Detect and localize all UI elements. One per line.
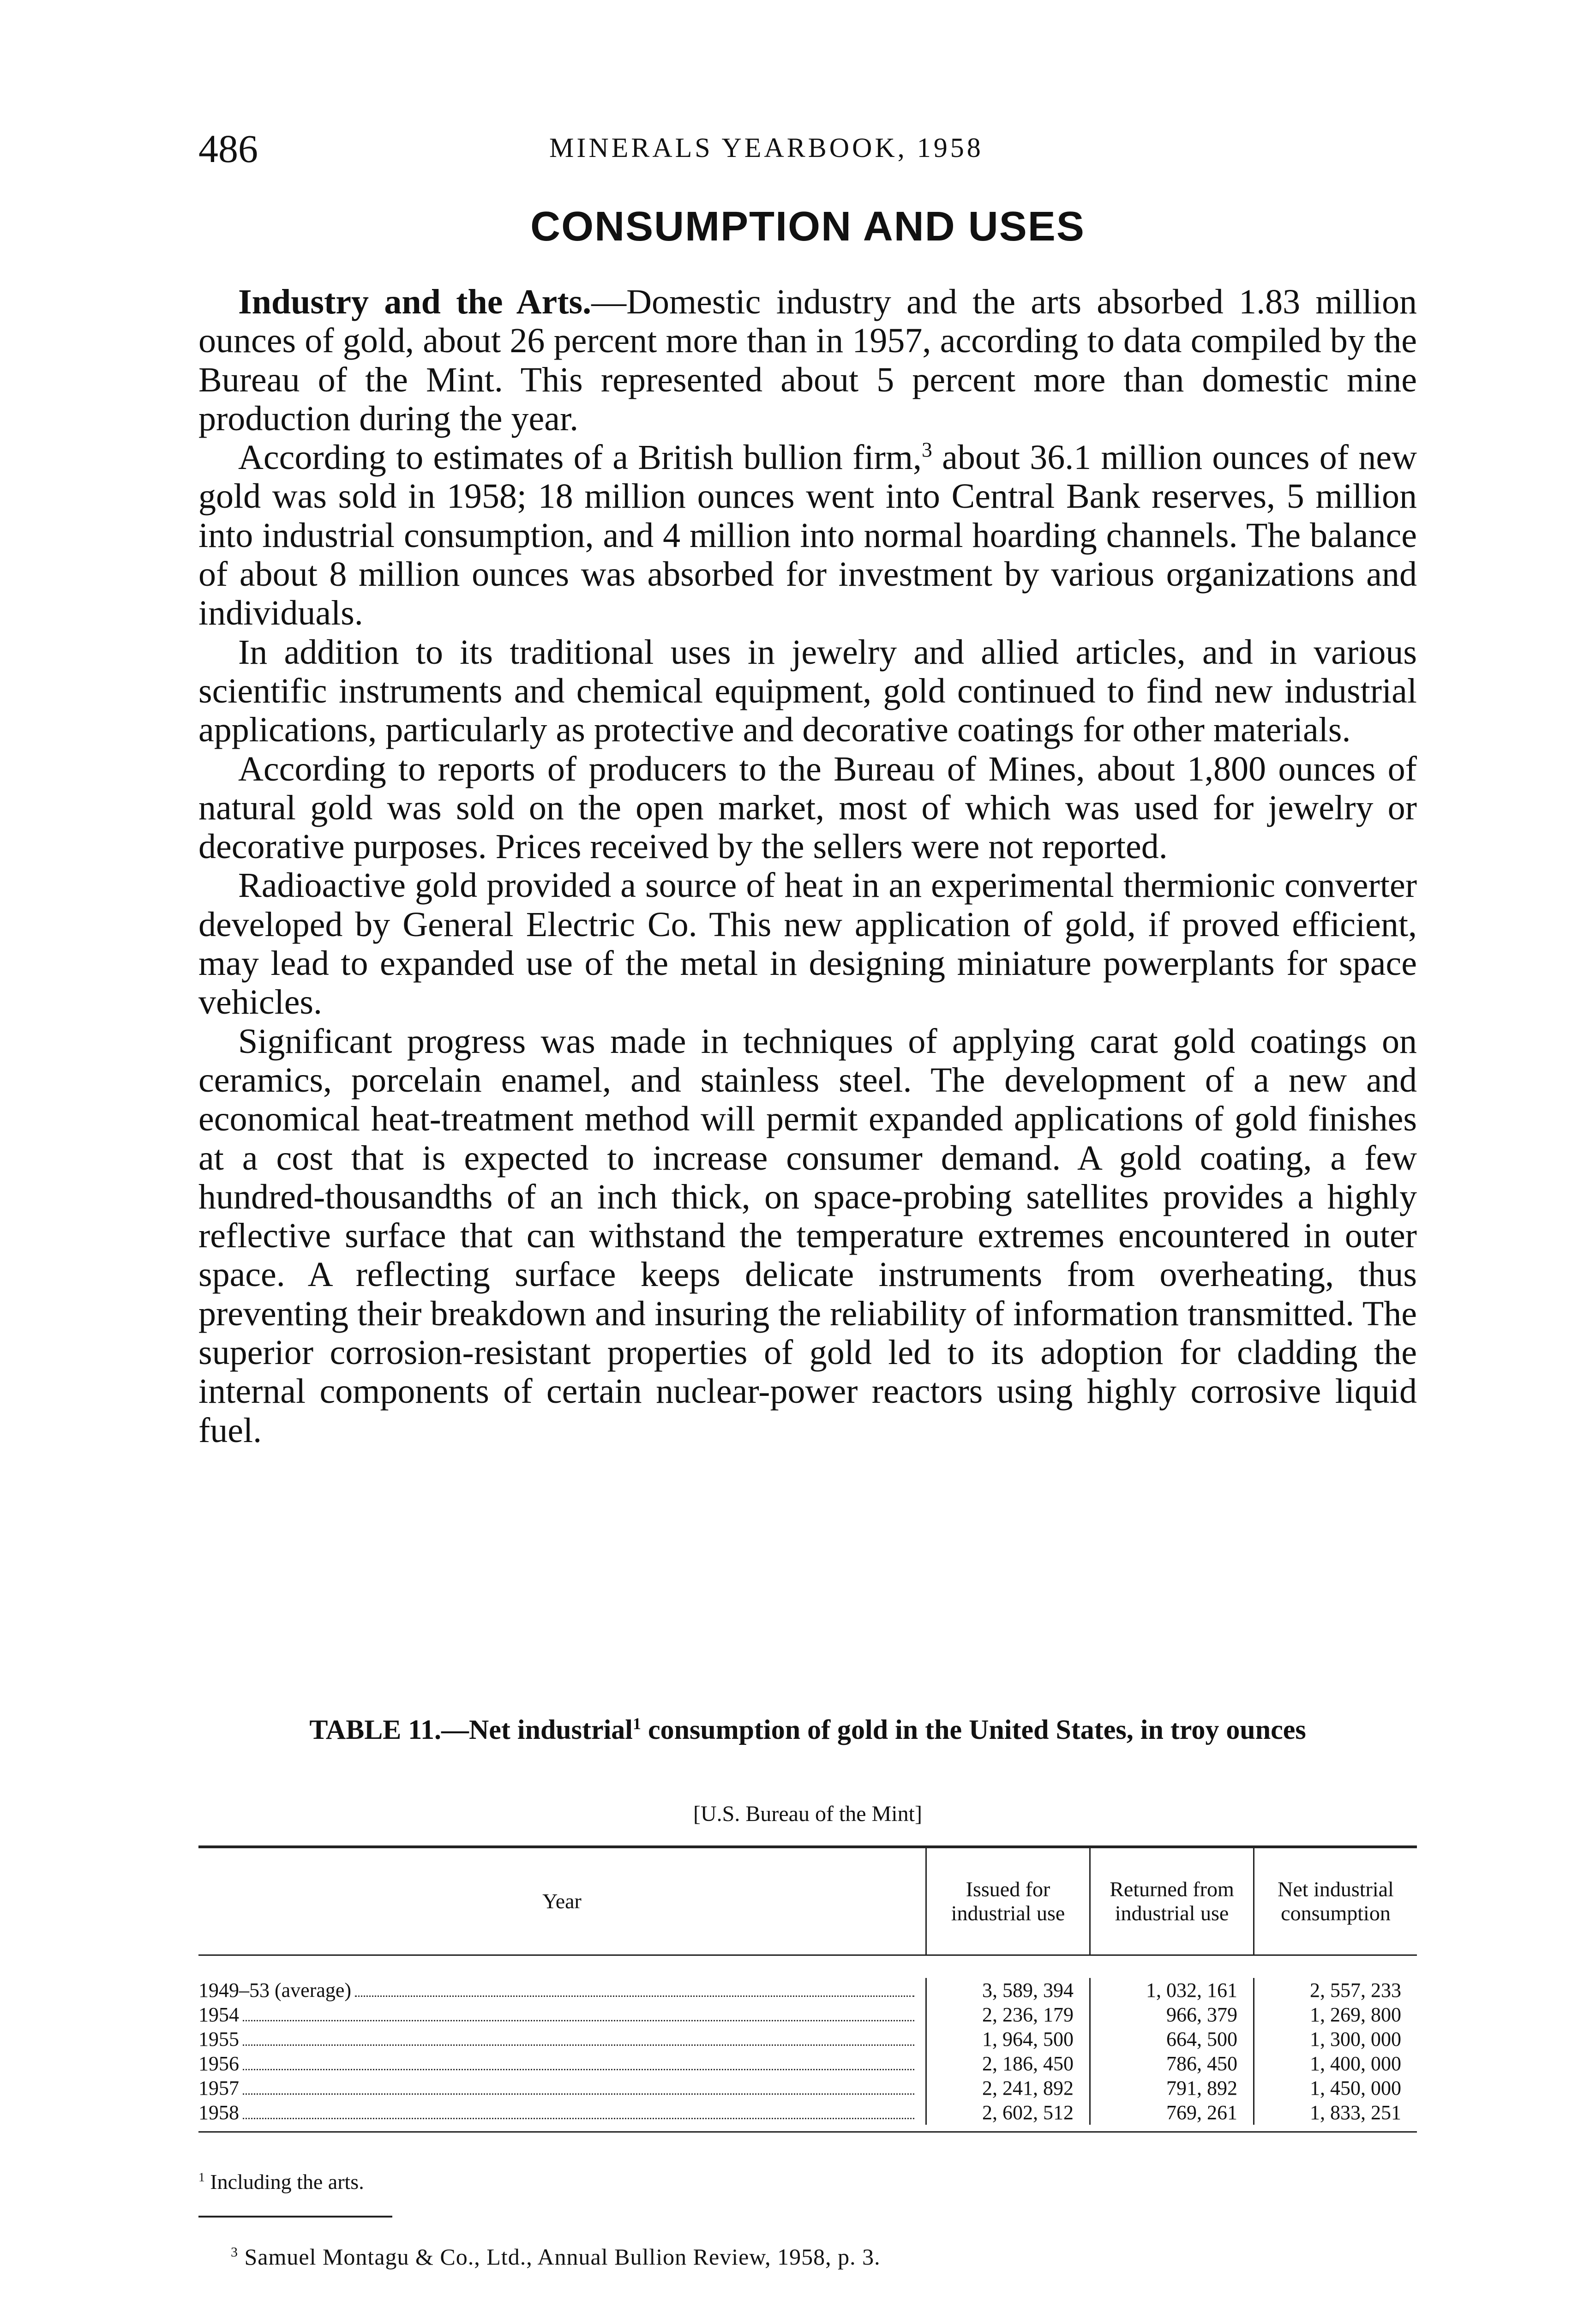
cell-returned: 791, 892	[1089, 2076, 1253, 2100]
dot-leader	[243, 2027, 914, 2046]
cell-net: 2, 557, 233	[1253, 1978, 1417, 2002]
paragraph-bullion-estimates	[198, 438, 1417, 632]
cell-year	[198, 2076, 925, 2100]
cell-net: 1, 300, 000	[1253, 2027, 1417, 2051]
paragraph-text: According to estimates of a British bullion firm,	[238, 438, 922, 477]
column-header-year: Year	[542, 1889, 582, 1913]
dot-leader	[243, 2100, 914, 2119]
table-row	[198, 2027, 1417, 2051]
cell-net: 1, 450, 000	[1253, 2076, 1417, 2100]
paragraph-text: —Domestic industry and the arts absorbed 1.83 million ounces of gold, about 26 percent more than in 1957, according to data compiled by the Bureau of the Mint. This represented about 5 percent more than domestic mine production during the year.	[198, 282, 1417, 438]
cell-year	[198, 1978, 925, 2002]
footnote-ref: 1	[198, 2170, 205, 2184]
cell-issued: 2, 241, 892	[925, 2076, 1089, 2100]
table-row	[198, 2100, 1417, 2125]
table-body	[198, 1956, 1417, 2133]
table-caption-text: consumption of gold in the United States, in troy ounces	[641, 1714, 1306, 1745]
cell-returned: 786, 450	[1089, 2051, 1253, 2076]
cell-issued: 2, 602, 512	[925, 2100, 1089, 2125]
running-title: MINERALS YEARBOOK, 1958	[549, 132, 984, 163]
cell-year	[198, 2027, 925, 2051]
table-row	[198, 2051, 1417, 2076]
dot-leader	[355, 1978, 914, 1997]
paragraph-traditional-uses: In addition to its traditional uses in jewelry and allied articles, and in various scientific instruments and chemical equipment, gold continued to find new industrial applications, particularly as protective and decorative coatings for other materials.	[198, 632, 1417, 750]
body-text	[198, 282, 1417, 1450]
year-label: 1955	[198, 2028, 239, 2050]
table-caption	[198, 1713, 1417, 1746]
cell-issued: 2, 236, 179	[925, 2002, 1089, 2027]
table-row	[198, 2076, 1417, 2100]
consumption-table	[198, 1845, 1417, 2133]
table-header-row	[198, 1848, 1417, 1956]
page-header	[198, 126, 1417, 176]
cell-net: 1, 269, 800	[1253, 2002, 1417, 2027]
year-label: 1956	[198, 2052, 239, 2075]
table-row	[198, 1978, 1417, 2002]
cell-year	[198, 2051, 925, 2076]
cell-returned: 769, 261	[1089, 2100, 1253, 2125]
section-heading: CONSUMPTION AND USES	[530, 204, 1085, 250]
paragraph-radioactive-gold: Radioactive gold provided a source of heat in an experimental thermionic converter developed by General Electric Co. This new application of gold, if proved efficient, may lead to expanded use of the metal in designing miniature powerplants for space vehicles.	[198, 866, 1417, 1022]
dot-leader	[243, 2051, 914, 2070]
cell-year	[198, 2002, 925, 2027]
paragraph-natural-gold: According to reports of producers to the Bureau of Mines, about 1,800 ounces of natural gold was sold on the open market, most of which was used for jewelry or decorative purposes. Prices received by the sellers were not reported.	[198, 749, 1417, 866]
footnote-text: Samuel Montagu & Co., Ltd., Annual Bullion Review, 1958, p. 3.	[238, 2244, 881, 2270]
cell-issued: 3, 589, 394	[925, 1978, 1089, 2002]
table-row	[198, 2002, 1417, 2027]
cell-returned: 664, 500	[1089, 2027, 1253, 2051]
cell-issued: 2, 186, 450	[925, 2051, 1089, 2076]
cell-net: 1, 833, 251	[1253, 2100, 1417, 2125]
table-caption-text: TABLE 11.—Net industrial	[309, 1714, 633, 1745]
footnote-ref: 3	[921, 438, 932, 462]
column-header-returned: Returned from industrial use	[1089, 1848, 1253, 1954]
footnote-rule	[198, 2216, 392, 2218]
dot-leader	[243, 2002, 914, 2021]
paragraph-lead: Industry and the Arts.	[238, 282, 592, 321]
page-footnote	[231, 2243, 881, 2270]
column-header-net: Net industrial consumption	[1253, 1848, 1417, 1954]
footnote-ref: 1	[632, 1714, 641, 1733]
paragraph-text: about 36.1 million ounces of new gold was sold in 1958; 18 million ounces went into Central Bank reserves, 5 million into industrial consumption, and 4 million into normal hoarding channels. The balance of about 8 million ounces was absorbed for investment by various organizations and individuals.	[198, 438, 1417, 633]
column-header-issued: Issued for industrial use	[925, 1848, 1089, 1954]
year-label: 1957	[198, 2077, 239, 2099]
cell-net: 1, 400, 000	[1253, 2051, 1417, 2076]
cell-returned: 1, 032, 161	[1089, 1978, 1253, 2002]
table-source: [U.S. Bureau of the Mint]	[693, 1802, 922, 1826]
cell-issued: 1, 964, 500	[925, 2027, 1089, 2051]
cell-year	[198, 2100, 925, 2125]
dot-leader	[243, 2076, 914, 2095]
year-label: 1949–53 (average)	[198, 1979, 352, 2001]
footnote-text: Including the arts.	[204, 2170, 364, 2194]
cell-returned: 966, 379	[1089, 2002, 1253, 2027]
paragraph-coatings: Significant progress was made in techniques of applying carat gold coatings on ceramics, porcelain enamel, and stainless steel. The development of a new and economical heat-treatment method will permit expanded applications of gold finishes at a cost that is expected to increase consumer demand. A gold coating, a few hundred-thousandths of an inch thick, on space-probing satellites provides a highly reflective surface that can withstand the temperature extremes encountered in outer space. A reflecting surface keeps delicate instruments from overheating, thus preventing their breakdown and insuring the reliability of information transmitted. The superior corrosion-resistant properties of gold led to its adoption for cladding the internal components of certain nuclear-power reactors using highly corrosive liquid fuel.	[198, 1022, 1417, 1450]
paragraph-industry-arts	[198, 282, 1417, 438]
table-footnote	[198, 2170, 364, 2194]
year-label: 1958	[198, 2101, 239, 2124]
footnote-ref: 3	[231, 2244, 238, 2260]
page-number: 486	[198, 126, 258, 171]
year-label: 1954	[198, 2003, 239, 2026]
